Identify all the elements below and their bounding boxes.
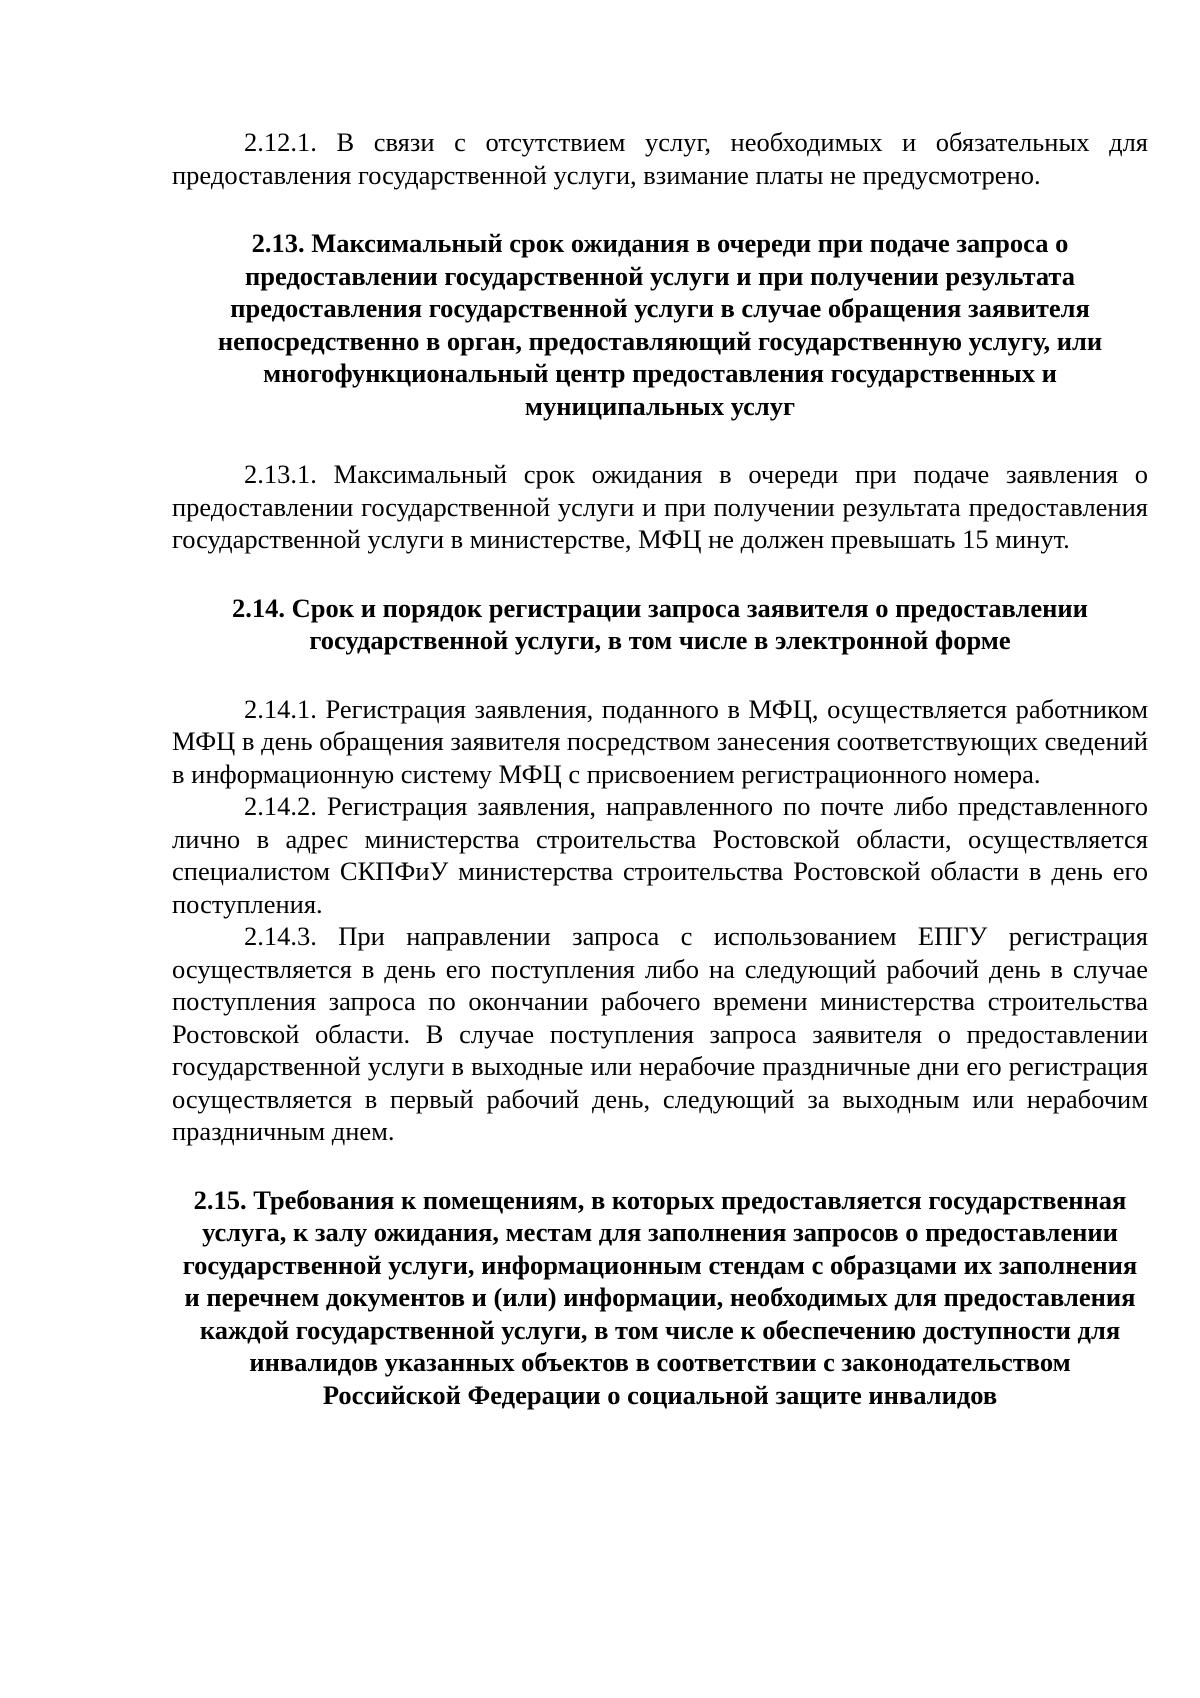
spacer: [172, 657, 1148, 693]
heading-2-15: 2.15. Требования к помещениям, в которых предоставляется государственная услуга, к залу ожидания, местам для заполнения запросов о предоставлении государственной услуги, информационным стендам с образцами их заполнения и перечнем документов и (или) информации, необходимых для предоставления каждой государственной услуги, в том числе к обеспечению доступности для инвалидов указанных объектов в соответствии с законодательством Российской Федерации о социальной защите инвалидов: [182, 1184, 1138, 1410]
heading-2-13: 2.13. Максимальный срок ожидания в очереди при подаче запроса о предоставлении государственной услуги и при получении результата предоставления государственной услуги в случае обращения заявителя непосредственно в орган, предоставляющий государственную услугу, или многофункциональный центр предоставления государственных и муниципальных услуг: [217, 228, 1103, 421]
paragraph-2-14-3: 2.14.3. При направлении запроса с использованием ЕПГУ регистрация осуществляется в день его поступления либо на следующий рабочий день в случае поступления запроса по окончании рабочего времени министерства строительства Ростовской области. В случае поступления запроса заявителя о предоставлении государственной услуги в выходные или нерабочие праздничные дни его регистрация осуществляется в первый рабочий день, следующий за выходным или нерабочим праздничным днем.: [172, 921, 1148, 1146]
paragraph-2-14-2: 2.14.2. Регистрация заявления, направленного по почте либо представленного лично в адрес министерства строительства Ростовской области, осуществляется специалистом СКПФиУ министерства строительства Ростовской области в день его поступления.: [172, 791, 1148, 919]
document-page: [172, 126, 1148, 1411]
paragraph-2-12-1: 2.12.1. В связи с отсутствием услуг, необходимых и обязательных для предоставления государственной услуги, взимание платы не предусмотрено.: [172, 127, 1148, 190]
paragraph-2-13-1: 2.13.1. Максимальный срок ожидания в очереди при подаче заявления о предоставлении государственной услуги и при получении результата предоставления государственной услуги в министерстве, МФЦ не должен превышать 15 минут.: [172, 459, 1148, 554]
spacer: [172, 556, 1148, 592]
spacer: [172, 191, 1148, 227]
spacer: [172, 1148, 1148, 1184]
spacer: [172, 422, 1148, 458]
paragraph-2-14-1: 2.14.1. Регистрация заявления, поданного в МФЦ, осуществляется работником МФЦ в день обращения заявителя посредством занесения соответствующих сведений в информационную систему МФЦ с присвоением регистрационного номера.: [172, 693, 1148, 789]
heading-2-14: 2.14. Срок и порядок регистрации запроса заявителя о предоставлении государственной услуги, в том числе в электронной форме: [232, 592, 1088, 655]
